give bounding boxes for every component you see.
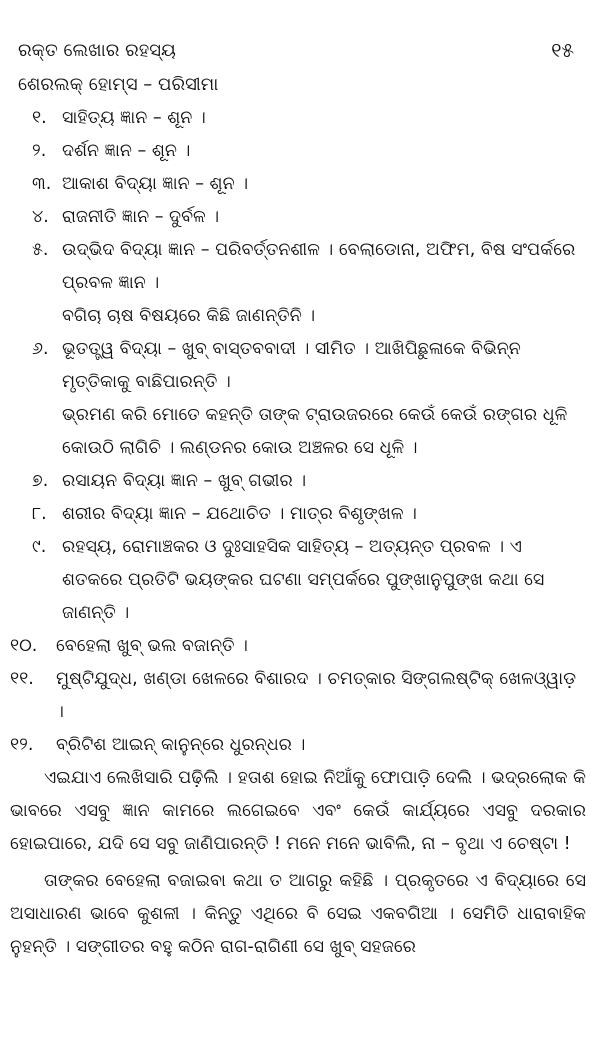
list-item-number: ୧୧. (10, 669, 34, 689)
list-item-body (62, 135, 586, 168)
list-item-text: ବେହେଲା ଖୁବ୍ ଭଲ ବଜାନ୍ତି । (56, 636, 248, 656)
list-item (10, 663, 586, 729)
list-item-text: ଭ୍ରମଣ କରି ମୋତେ କହନ୍ତି ତାଙ୍କ ଟ୍ରାଉଜରରେ କେଉଁ କେଉଁ ରଙ୍ଗର ଧୂଳି କୋଉଠି ଲାଗିଚି । ଲଣ୍ଡନର କୋଉ ଅଞ୍ଚଳର ସେ ଧୂଳି । (62, 405, 568, 458)
list-item-body (62, 333, 586, 465)
list-item-text: ଆକାଶ ବିଦ୍ୟା ଜ୍ଞାନ – ଶୂନ । (62, 174, 249, 194)
running-title: ରକ୍ତ ଲେଖାର ରହସ୍ୟ (18, 40, 176, 61)
list-item-body (56, 630, 586, 663)
list-item-number: ୨. (32, 141, 47, 161)
list-item-number: ୫. (32, 240, 49, 260)
list-item-body (62, 465, 586, 498)
list-item-number: ୭. (32, 471, 49, 491)
list-item-body (62, 234, 586, 333)
list-item-text: ଉଦ୍ଭିଦ ବିଦ୍ୟା ଜ୍ଞାନ – ପରିବର୍ତ୍ତନଶୀଳ । ବେଲାଡୋନା, ଅଫିମ, ବିଷ ସଂପର୍କରେ ପ୍ରବଳ ଜ୍ଞାନ । (62, 240, 576, 293)
list-item-text: ରହସ୍ୟ, ରୋମାଞ୍ଚକର ଓ ଦୁଃସାହସିକ ସାହିତ୍ୟ – ଅତ୍ୟନ୍ତ ପ୍ରବଳ । ଏ ଶତକରେ ପ୍ରତିଟି ଭୟଙ୍କର ଘଟଣା ସମ୍ପର୍କରେ ପୁଙ୍ଖାନୁପୁଙ୍ଖ କଥା ସେ ଜାଣନ୍ତି । (62, 537, 545, 623)
list-item (10, 465, 586, 498)
page-number: ୧୫ (551, 38, 574, 62)
list-item-body (62, 531, 586, 630)
list-item-number: ୮. (32, 504, 47, 524)
list-item-number: ୩. (32, 174, 52, 194)
page-header (10, 0, 586, 70)
list-item-body (62, 498, 586, 531)
body-text (10, 762, 586, 964)
list-item-text: ବ୍ରିଟିଶ ଆଇନ୍ କାନୁନ୍‌ରେ ଧୁରନ୍ଧର । (56, 735, 306, 755)
list-item-text: ରାଜନୀତି ଜ୍ଞାନ – ଦୁର୍ବଳ । (62, 207, 220, 227)
list-item (10, 201, 586, 234)
list-item-body (62, 102, 586, 135)
list-item (10, 498, 586, 531)
list-item-number: ୧. (32, 108, 47, 128)
paragraph: ତାଙ୍କର ବେହେଲା ବଜାଇବା କଥା ତ ଆଗରୁ କହିଛି । ପ୍ରକୃତରେ ଏ ବିଦ୍ୟାରେ ସେ ଅସାଧାରଣ ଭାବେ କୁଶଳୀ । କିନ୍ତୁ ଏଥିରେ ବି ସେଇ ଏକବଗିଆ । ସେମିତି ଧାରାବାହିକ ନୁହନ୍ତି । ସଙ୍ଗୀତର ବହୁ କଠିନ ରାଗ-ରାଗିଣୀ ସେ ଖୁବ୍ ସହଜରେ (10, 871, 586, 957)
list-item-body (62, 168, 586, 201)
list-item-body (62, 201, 586, 234)
list-item-text: ଦର୍ଶନ ଜ୍ଞାନ – ଶୂନ । (62, 141, 191, 161)
list-item-body (56, 729, 586, 762)
list-item-text: ବଗିଚା ଚାଷ ବିଷୟରେ କିଛି ଜାଣନ୍ତିନି । (62, 306, 316, 326)
list-item (10, 531, 586, 630)
list-item (10, 234, 586, 333)
section-title: ଶେରଲକ୍ ହୋମ୍ସ – ପରିସୀମା (18, 74, 219, 95)
list-item (10, 168, 586, 201)
list-item-text: ସାହିତ୍ୟ ଜ୍ଞାନ – ଶୂନ । (62, 108, 206, 128)
list-item-number: ୧୦. (10, 636, 38, 656)
list-item-number: ୬. (32, 339, 49, 359)
list-item-text: ଶରୀର ବିଦ୍ୟା ଜ୍ଞାନ – ଯଥୋଚିତ । ମାତ୍ର ବିଶୃଙ୍ଖଳ । (62, 504, 417, 524)
list-item-text: ରସାୟନ ବିଦ୍ୟା ଜ୍ଞାନ – ଖୁବ୍ ଗଭୀର । (62, 471, 307, 491)
list-item-body (56, 663, 586, 729)
list-item (10, 729, 586, 762)
list-item-number: ୪. (32, 207, 49, 227)
list-item-number: ୯. (32, 537, 47, 557)
list-item (10, 333, 586, 465)
list-item (10, 102, 586, 135)
list-item-number: ୧୨. (10, 735, 34, 755)
list-item-text: ମୁଷ୍ଟିଯୁଦ୍ଧ, ଖଣ୍ଡା ଖେଳରେ ବିଶାରଦ । ଚମତ୍କାର ସିଙ୍ଗଲଷ୍ଟିକ୍ ଖେଳଓ୍ୱାଡ଼ । (56, 669, 577, 722)
list-item (10, 630, 586, 663)
list-item (10, 135, 586, 168)
list-item-text: ଭୂତତ୍ତ୍ୱ ବିଦ୍ୟା – ଖୁବ୍ ବାସ୍ତବବାଦୀ । ସୀମିତ । ଆଖିପିଛୁଳାକେ ବିଭିନ୍ନ ମୃତ୍ତିକାକୁ ବାଛିପାରନ୍ତି । (62, 339, 521, 392)
paragraph: ଏଇଯାଏ ଲେଖିସାରି ପଢ଼ିଲି । ହତାଶ ହୋଇ ନିଆଁକୁ ଫୋପାଡ଼ି ଦେଲି । ଭଦ୍ରଲୋକ କି ଭାବରେ ଏସବୁ ଜ୍ଞାନ କାମରେ ଲଗେଇବେ ଏବଂ କେଉଁ କାର୍ଯ୍ୟରେ ଏସବୁ ଦରକାର ହୋଇପାରେ, ଯଦି ସେ ସବୁ ଜାଣିପାରନ୍ତି ! ମନେ ମନେ ଭାବିଲି, ନା – ବୃଥା ଏ ଚେଷ୍ଟା ! (10, 768, 586, 854)
numbered-list (10, 102, 586, 762)
